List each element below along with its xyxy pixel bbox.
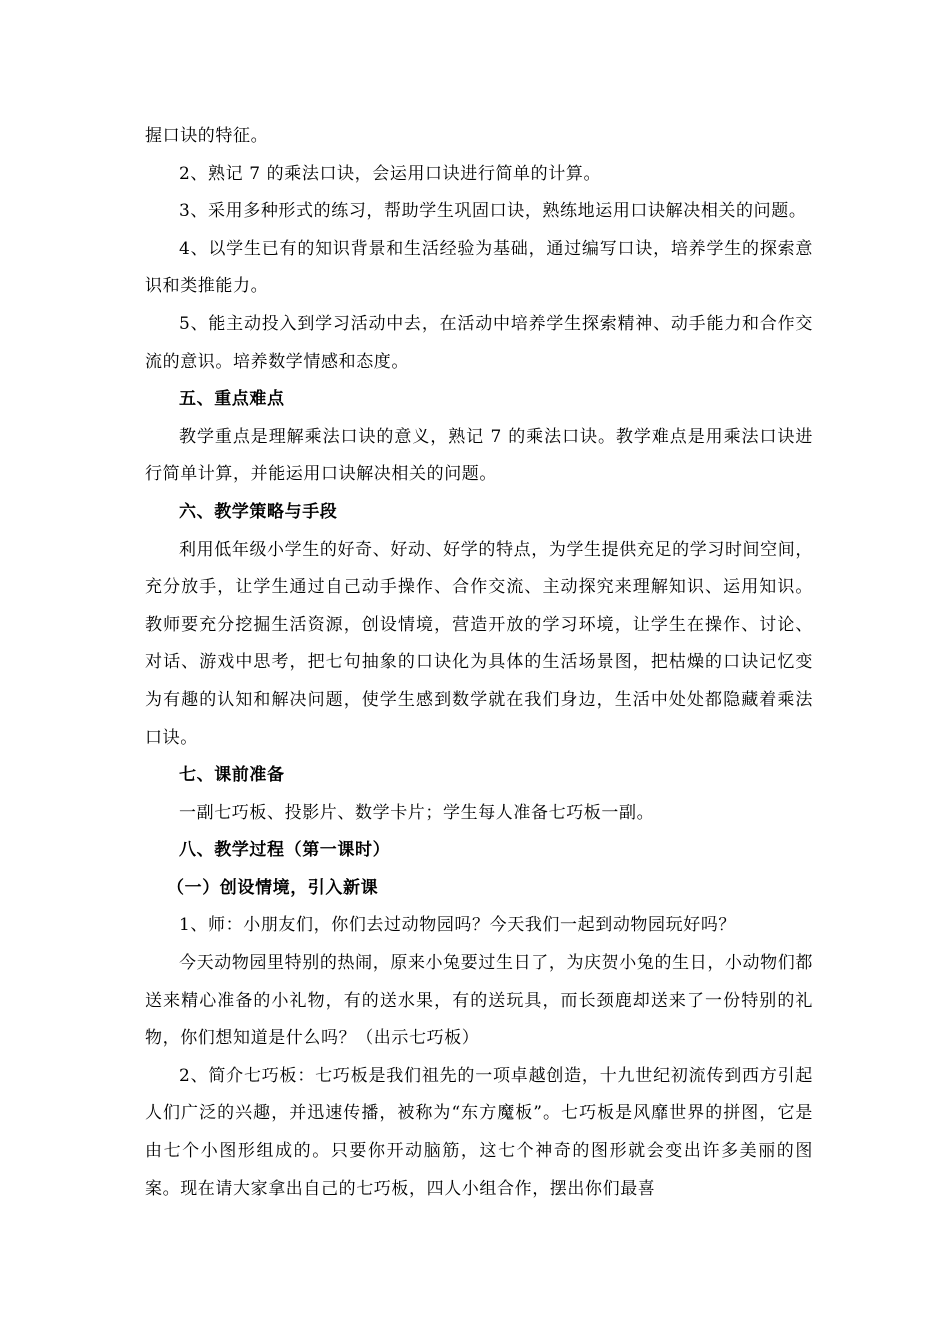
objective-3: 3、采用多种形式的练习，帮助学生巩固口诀，熟练地运用口诀解决相关的问题。 [179, 201, 807, 222]
paragraph-continuation: 握口诀的特征。 [145, 126, 269, 146]
section-heading-process: 八、教学过程（第一课时） [179, 840, 391, 861]
objective-5: 5、能主动投入到学习活动中去，在活动中培养学生探索精神、动手能力和合作交流的意识。培养数学情感和态度。 [145, 313, 813, 372]
objective-2: 2、熟记 7 的乘法口诀，会运用口诀进行简单的计算。 [179, 163, 602, 184]
section-heading-key-points: 五、重点难点 [179, 389, 285, 410]
process-step-1: 1、师：小朋友们，你们去过动物园吗？今天我们一起到动物园玩好吗？ [179, 915, 737, 936]
objective-4: 4、以学生已有的知识背景和生活经验为基础，通过编写口诀，培养学生的探索意识和类推能力。 [145, 238, 813, 297]
section-heading-strategy: 六、教学策略与手段 [179, 501, 338, 522]
subsection-heading-intro: （一）创设情境，引入新课 [167, 877, 379, 898]
process-step-1-story: 今天动物园里特别的热闹，原来小兔要过生日了，为庆贺小兔的生日，小动物们都送来精心准备的小礼物，有的送水果，有的送玩具，而长颈鹿却送来了一份特别的礼物，你们想知道是什么吗？（出示七巧板） [145, 953, 813, 1049]
strategy-text: 利用低年级小学生的好奇、好动、好学的特点，为学生提供充足的学习时间空间，充分放手，让学生通过自己动手操作、合作交流、主动探究来理解知识、运用知识。教师要充分挖掘生活资源，创设情境，营造开放的学习环境，让学生在操作、讨论、对话、游戏中思考，把七句抽象的口诀化为具体的生活场景图，把枯燥的口诀记忆变为有趣的认知和解决问题，使学生感到数学就在我们身边，生活中处处都隐藏着乘法口诀。 [145, 539, 813, 748]
process-step-2: 2、简介七巧板：七巧板是我们祖先的一项卓越创造，十九世纪初流传到西方引起人们广泛的兴趣，并迅速传播，被称为“东方魔板”。七巧板是风靡世界的拼图，它是由七个小图形组成的。只要你开动脑筋，这七个神奇的图形就会变出许多美丽的图案。现在请大家拿出自己的七巧板，四人小组合作，摆出你们最喜 [145, 1065, 813, 1199]
preparation-text: 一副七巧板、投影片、数学卡片；学生每人准备七巧板一副。 [179, 802, 655, 823]
document-page [145, 118, 813, 1208]
key-points-text: 教学重点是理解乘法口诀的意义，熟记 7 的乘法口诀。教学难点是用乘法口诀进行简单计算，并能运用口诀解决相关的问题。 [145, 426, 813, 485]
section-heading-preparation: 七、课前准备 [179, 765, 285, 786]
